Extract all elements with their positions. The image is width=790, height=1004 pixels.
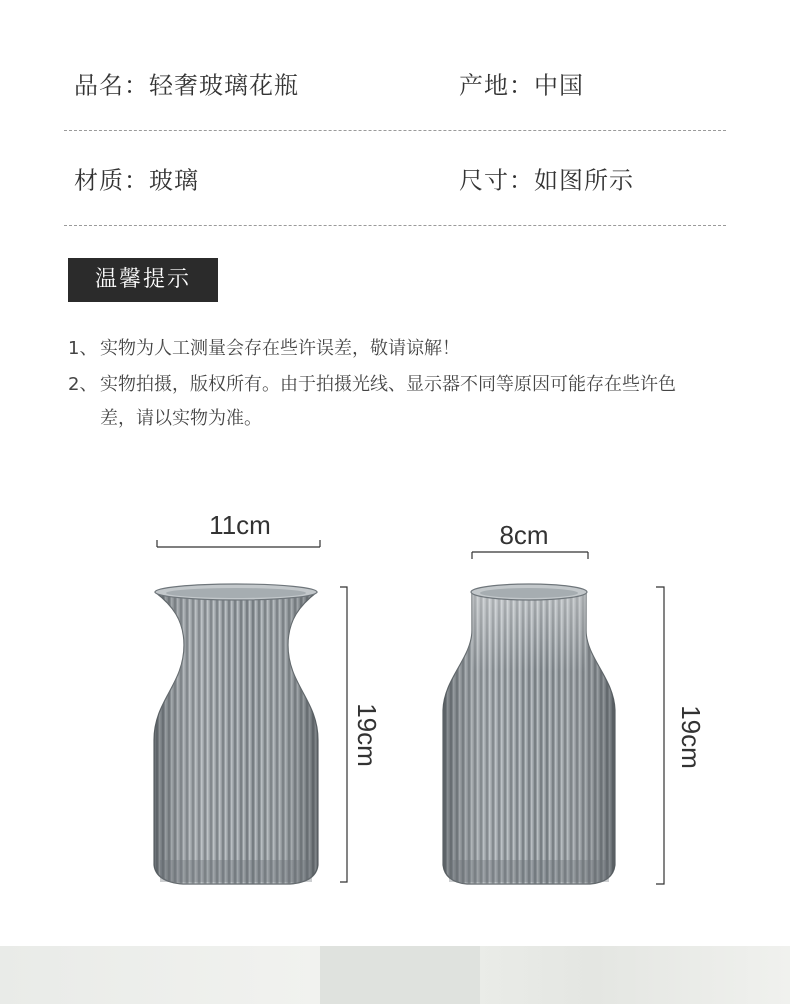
next-section-photo-edge <box>0 946 790 1004</box>
size: 尺寸：如图所示 <box>459 166 634 195</box>
vase1-width-marker <box>157 540 320 547</box>
tip-text-1: 实物为人工测量会存在些许误差，敬请谅解！ <box>100 338 460 359</box>
tip-number-2: 2、 <box>68 374 98 395</box>
tip-number-1: 1、 <box>68 338 98 359</box>
tip-text-2: 实物拍摄，版权所有。由于拍摄光线、显示器不同等原因可能存在些许色差，请以实物为准。 <box>100 374 676 429</box>
vase2-height-label: 19cm <box>676 705 706 769</box>
spec-row-2 <box>64 131 726 226</box>
material: 材质：玻璃 <box>74 166 199 195</box>
vase2-height-marker <box>656 587 664 884</box>
spec-row-1 <box>64 36 726 131</box>
vase2-width-label: 8cm <box>499 520 549 550</box>
photo-shade <box>320 946 480 1004</box>
origin: 产地：中国 <box>459 71 584 100</box>
product-name: 品名：轻奢玻璃花瓶 <box>74 71 299 100</box>
tip-item-1 <box>68 332 708 366</box>
vase1-height-label: 19cm <box>352 703 382 767</box>
product-image <box>0 480 790 920</box>
tips-title: 温馨提示 <box>68 258 218 302</box>
vase2-width-marker <box>472 552 588 559</box>
tips-list <box>68 332 708 436</box>
vase1-illustration <box>154 584 318 884</box>
vase2-illustration <box>443 584 615 884</box>
vase1-height-marker <box>340 587 347 882</box>
tip-item-2 <box>68 368 708 436</box>
vase1-width-label: 11cm <box>209 510 271 540</box>
